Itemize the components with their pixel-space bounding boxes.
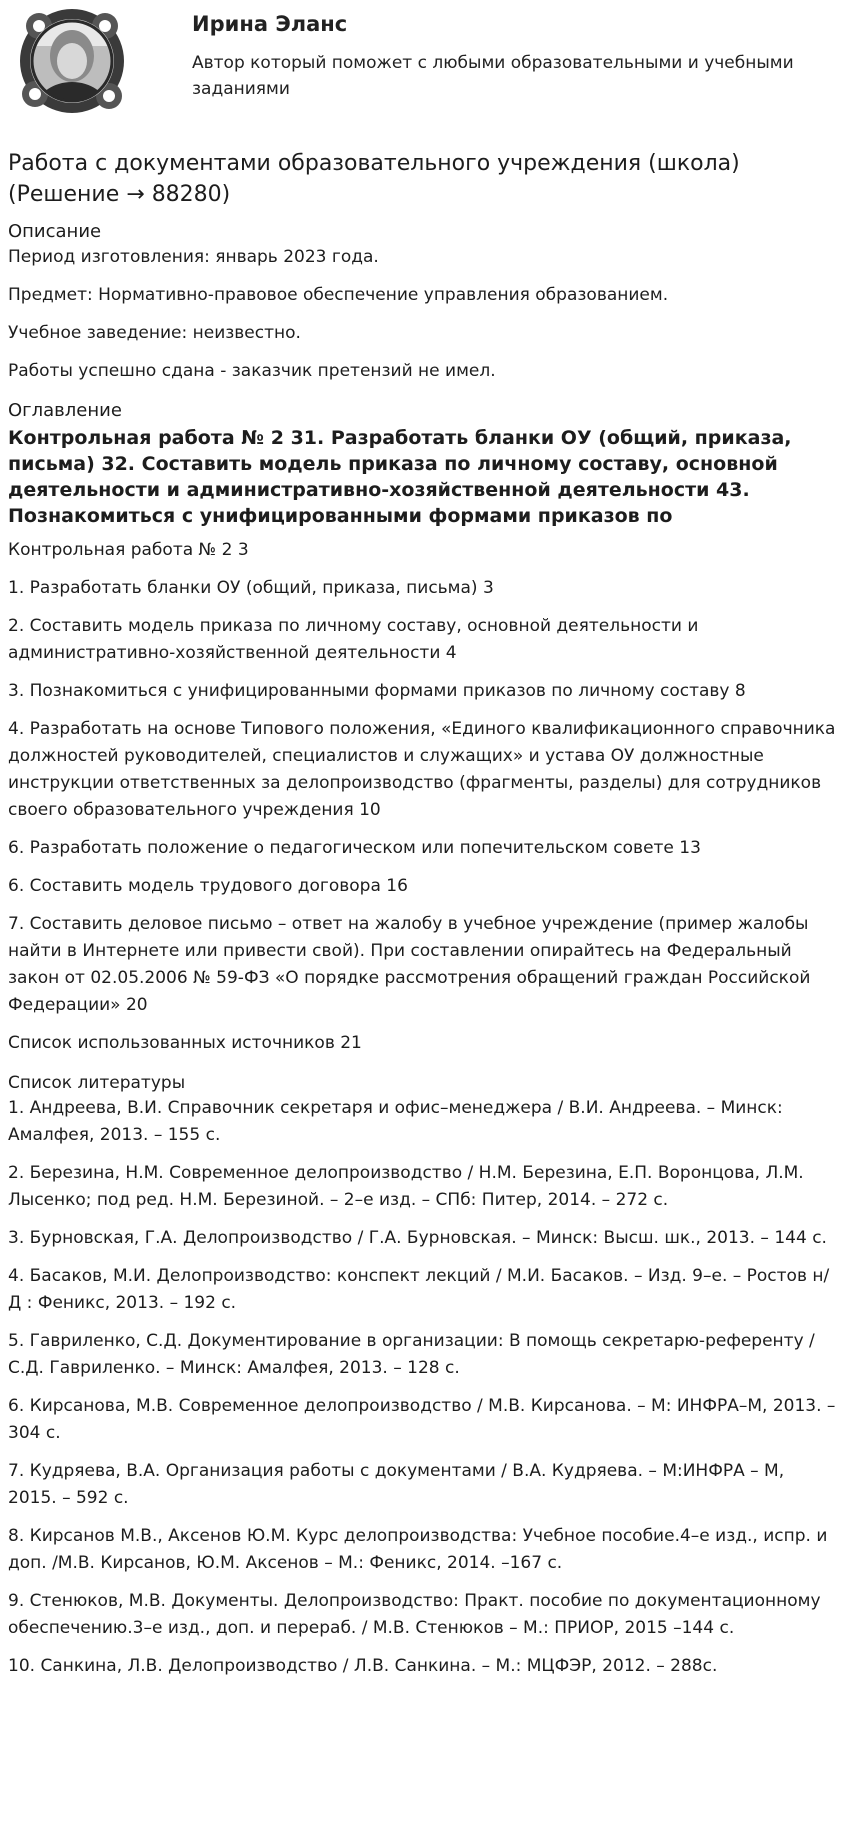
literature-item: 7. Кудряева, В.А. Организация работы с документами / В.А. Кудряева. – М:ИНФРА – М, 2015. – 592 с. <box>8 1461 785 1508</box>
toc-item: 3. Познакомиться с унифицированными формами приказов по личному составу 8 <box>8 681 746 701</box>
literature-item: 2. Березина, Н.М. Современное делопроизводство / Н.М. Березина, Е.П. Воронцова, Л.М. Лысенко; под ред. Н.М. Березиной. – 2–е изд. – СПб: Питер, 2014. – 272 с. <box>8 1163 804 1210</box>
description-label: Описание <box>8 221 102 242</box>
literature-list <box>8 1095 837 1680</box>
page-title: Работа с документами образовательного учреждения (школа) (Решение → 88280) <box>8 151 740 207</box>
literature-item: 1. Андреева, В.И. Справочник секретаря и офис–менеджера / В.И. Андреева. – Минск: Амалфея, 2013. – 155 с. <box>8 1098 783 1145</box>
toc-heading: Контрольная работа № 2 31. Разработать бланки ОУ (общий, приказа, письма) 32. Составить модель приказа по личному составу, основной деятельности и административно-хозяйственной деятельности 43. Познакомиться с унифицированными формами приказов по <box>8 427 792 527</box>
toc-item: Список использованных источников 21 <box>8 1033 362 1053</box>
author-avatar[interactable] <box>17 6 127 116</box>
literature-item: 10. Санкина, Л.В. Делопроизводство / Л.В. Санкина. – М.: МЦФЭР, 2012. – 288с. <box>8 1656 718 1676</box>
literature-item: 5. Гавриленко, С.Д. Документирование в организации: В помощь секретарю-референту / С.Д. Гавриленко. – Минск: Амалфея, 2013. – 128 с. <box>8 1331 815 1378</box>
literature-label: Список литературы <box>8 1073 186 1093</box>
toc-item: 1. Разработать бланки ОУ (общий, приказа, письма) 3 <box>8 578 494 598</box>
literature-item: 9. Стенюков, М.В. Документы. Делопроизводство: Практ. пособие по документационному обеспечению.3–е изд., доп. и перераб. / М.В. Стенюков – М.: ПРИОР, 2015 –144 с. <box>8 1591 821 1638</box>
description-line: Период изготовления: январь 2023 года. <box>8 247 379 267</box>
literature-item: 6. Кирсанова, М.В. Современное делопроизводство / М.В. Кирсанова. – М: ИНФРА–М, 2013. – 304 с. <box>8 1396 836 1443</box>
toc-item: 6. Составить модель трудового договора 16 <box>8 876 408 896</box>
toc-item: 6. Разработать положение о педагогическом или попечительском совете 13 <box>8 838 701 858</box>
toc-list <box>8 537 837 1057</box>
literature-item: 3. Бурновская, Г.А. Делопроизводство / Г.А. Бурновская. – Минск: Высш. шк., 2013. – 144 с. <box>8 1228 827 1248</box>
author-card <box>8 0 837 128</box>
description-line: Работы успешно сдана - заказчик претензий не имел. <box>8 361 496 381</box>
literature-item: 4. Басаков, М.И. Делопроизводство: конспект лекций / М.И. Басаков. – Изд. 9–е. – Ростов н/Д : Феникс, 2013. – 192 с. <box>8 1266 830 1313</box>
toc-item: 2. Составить модель приказа по личному составу, основной деятельности и административно-хозяйственной деятельности 4 <box>8 616 699 663</box>
description-line: Предмет: Нормативно-правовое обеспечение управления образованием. <box>8 285 669 305</box>
toc-label: Оглавление <box>8 400 122 421</box>
author-description: Автор который поможет с любыми образовательными и учебными заданиями <box>192 53 794 99</box>
toc-item: Контрольная работа № 2 3 <box>8 540 249 560</box>
literature-item: 8. Кирсанов М.В., Аксенов Ю.М. Курс делопроизводства: Учебное пособие.4–е изд., испр. и доп. /М.В. Кирсанов, Ю.М. Аксенов – М.: Феникс, 2014. –167 с. <box>8 1526 828 1573</box>
toc-item: 7. Составить деловое письмо – ответ на жалобу в учебное учреждение (пример жалобы найти в Интернете или привести свой). При составлении опирайтесь на Федеральный закон от 02.05.2006 № 59-ФЗ «О порядке рассмотрения обращений граждан Российской Федерации» 20 <box>8 914 811 1015</box>
author-name[interactable]: Ирина Эланс <box>192 12 348 36</box>
description-line: Учебное заведение: неизвестно. <box>8 323 301 343</box>
toc-item: 4. Разработать на основе Типового положения, «Единого квалификационного справочника должностей руководителей, специалистов и служащих» и устава ОУ должностные инструкции ответственных за делопроизводство (фрагменты, разделы) для сотрудников своего образовательного учреждения 10 <box>8 719 836 820</box>
